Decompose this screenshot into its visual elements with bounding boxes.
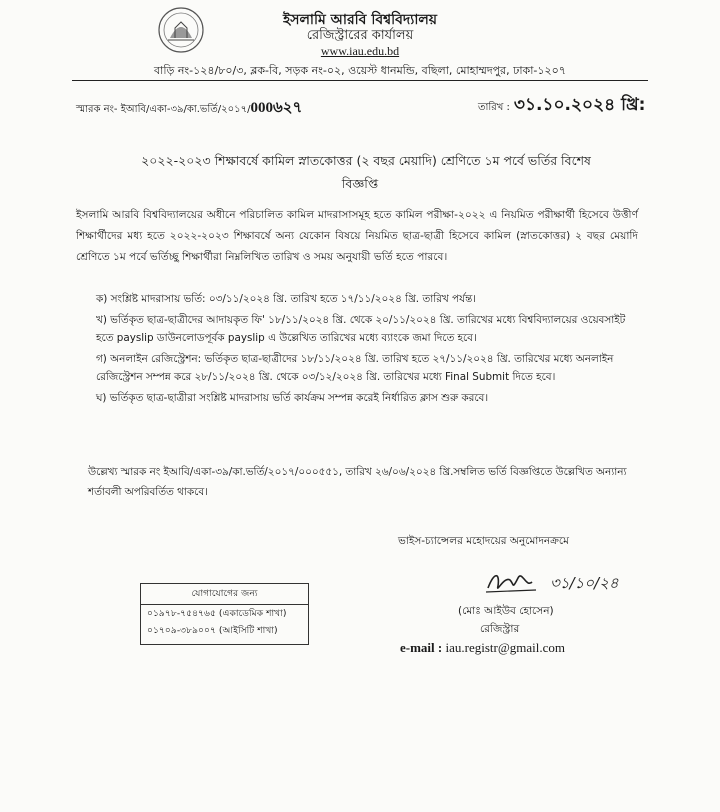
contact-phone-academic: ০১৯৭৮-৭৫৪৭৬৫ (একাডেমিক শাখা) <box>147 608 287 619</box>
header-divider <box>72 80 648 81</box>
contact-phone-ict: ০১৭০৯-৩৮৯০০৭ (আইসিটি শাখা) <box>147 625 278 636</box>
registrar-title: রেজিস্ট্রার <box>480 623 520 635</box>
approval-line: ভাইস-চ্যান্সেলর মহোদয়ের অনুমোদনক্রমে <box>398 535 569 547</box>
memo-prefix: স্মারক নং- ইআবি/একা-৩৯/কা.ভর্তি/২০১৭/ <box>76 104 251 115</box>
notice-title-line2: বিজ্ঞপ্তি <box>341 176 379 191</box>
website-link[interactable]: www.iau.edu.bd <box>320 44 400 58</box>
list-item: গ) অনলাইন রেজিস্ট্রেশন: ভর্তিকৃত ছাত্র-ছাত্রীদের ১৮/১১/২০২৪ খ্রি. তারিখ হতে ২৭/১১/২০২৪ খ্রি. তারিখের মধ্যে অনলাইন রেজিস্ট্রেশন সম্পন্ন করে ২৮/১১/২০২৪ খ্রি. থেকে ০৩/১২/২০২৪ খ্রি. তারিখের মধ্যে Final Submit দিতে হবে। <box>96 353 614 383</box>
issue-date <box>478 92 645 120</box>
date-label: তারিখ : <box>478 102 510 113</box>
contact-title: যোগাযোগের জন্য <box>141 584 308 605</box>
office-name: রেজিস্ট্রারের কার্যালয় <box>306 28 414 43</box>
registrar-email <box>400 640 565 656</box>
contact-box <box>140 583 309 645</box>
list-item: ক) সংশ্লিষ্ট মাদরাসায় ভর্তি: ০৩/১১/২০২৪ খ্রি. তারিখ হতে ১৭/১১/২০২৪ খ্রি. তারিখ পর্যন্ত। <box>96 293 476 305</box>
email-address[interactable]: iau.registr@gmail.com <box>445 640 566 655</box>
office-address: বাড়ি নং-১২৪/৮০/৩, ব্লক-বি, সড়ক নং-০২, ওয়েস্ট ধানমন্ডি, বছিলা, মোহাম্মদপুর, ঢাকা-১২০৭ <box>154 64 566 77</box>
university-name: ইসলামি আরবি বিশ্ববিদ্যালয় <box>282 12 438 28</box>
list-item: খ) ভর্তিকৃত ছাত্র-ছাত্রীদের আদায়কৃত ফি' ১৮/১১/২০২৪ খ্রি. থেকে ২০/১১/২০২৪ খ্রি. তারিখের মধ্যে বিশ্ববিদ্যালয়ের ওয়েবসাইট হতে payslip ডাউনলোডপূর্বক payslip এ উল্লেখিত তারিখের মধ্যে ব্যাংকে জমা দিতে হবে। <box>96 314 626 344</box>
list-item: ঘ) ভর্তিকৃত ছাত্র-ছাত্রীরা সংশ্লিষ্ট মাদরাসায় ভর্তি কার্যক্রম সম্পন্ন করেই নির্ধারিত ক্লাস শুরু করবে। <box>96 392 489 404</box>
admission-schedule-list <box>96 290 636 410</box>
signature-date: ৩১/১০/২৪ <box>550 574 619 592</box>
registrar-name: (মোঃ আইউব হোসেন) <box>458 605 554 617</box>
date-value: ৩১.১০.২০২৪ খ্রি: <box>513 95 646 115</box>
memo-reference <box>76 96 302 121</box>
reference-note: উল্লেখ্য স্মারক নং ইআবি/একা-৩৯/কা.ভর্তি/২০১৭/০০০৫৫১, তারিখ ২৬/০৬/২০২৪ খ্রি.সম্বলিত ভর্তি বিজ্ঞপ্তিতে উল্লেখিত অন্যান্য শর্তাবলী অপরিবর্তিত থাকবে। <box>88 466 627 498</box>
registrar-signature-icon <box>482 566 632 598</box>
memo-number: 000৬২৭ <box>250 100 303 116</box>
email-label: e-mail : <box>400 640 443 655</box>
intro-paragraph: ইসলামি আরবি বিশ্ববিদ্যালয়ের অধীনে পরিচালিত কামিল মাদরাসাসমূহ হতে কামিল পরীক্ষা-২০২২ এ নিয়মিত পরীক্ষার্থী হিসেবে উত্তীর্ণ শিক্ষার্থীদের মধ্য হতে ২০২২-২০২৩ শিক্ষাবর্ষে অন্য যেকোন বিষয়ে নিয়মিত ছাত্র-ছাত্রী হিসেবে কামিল (স্নাতকোত্তর) ২ বছর মেয়াদি শ্রেণিতে ১ম পর্বে ভর্তিচ্ছু শিক্ষার্থীরা নিম্নলিখিত তারিখ ও সময় অনুযায়ী ভর্তি হতে পারবে। <box>76 209 638 263</box>
notice-title: ২০২২-২০২৩ শিক্ষাবর্ষে কামিল স্নাতকোত্তর (২ বছর মেয়াদি) শ্রেণিতে ১ম পর্বে ভর্তির বিশেষ <box>141 153 591 168</box>
